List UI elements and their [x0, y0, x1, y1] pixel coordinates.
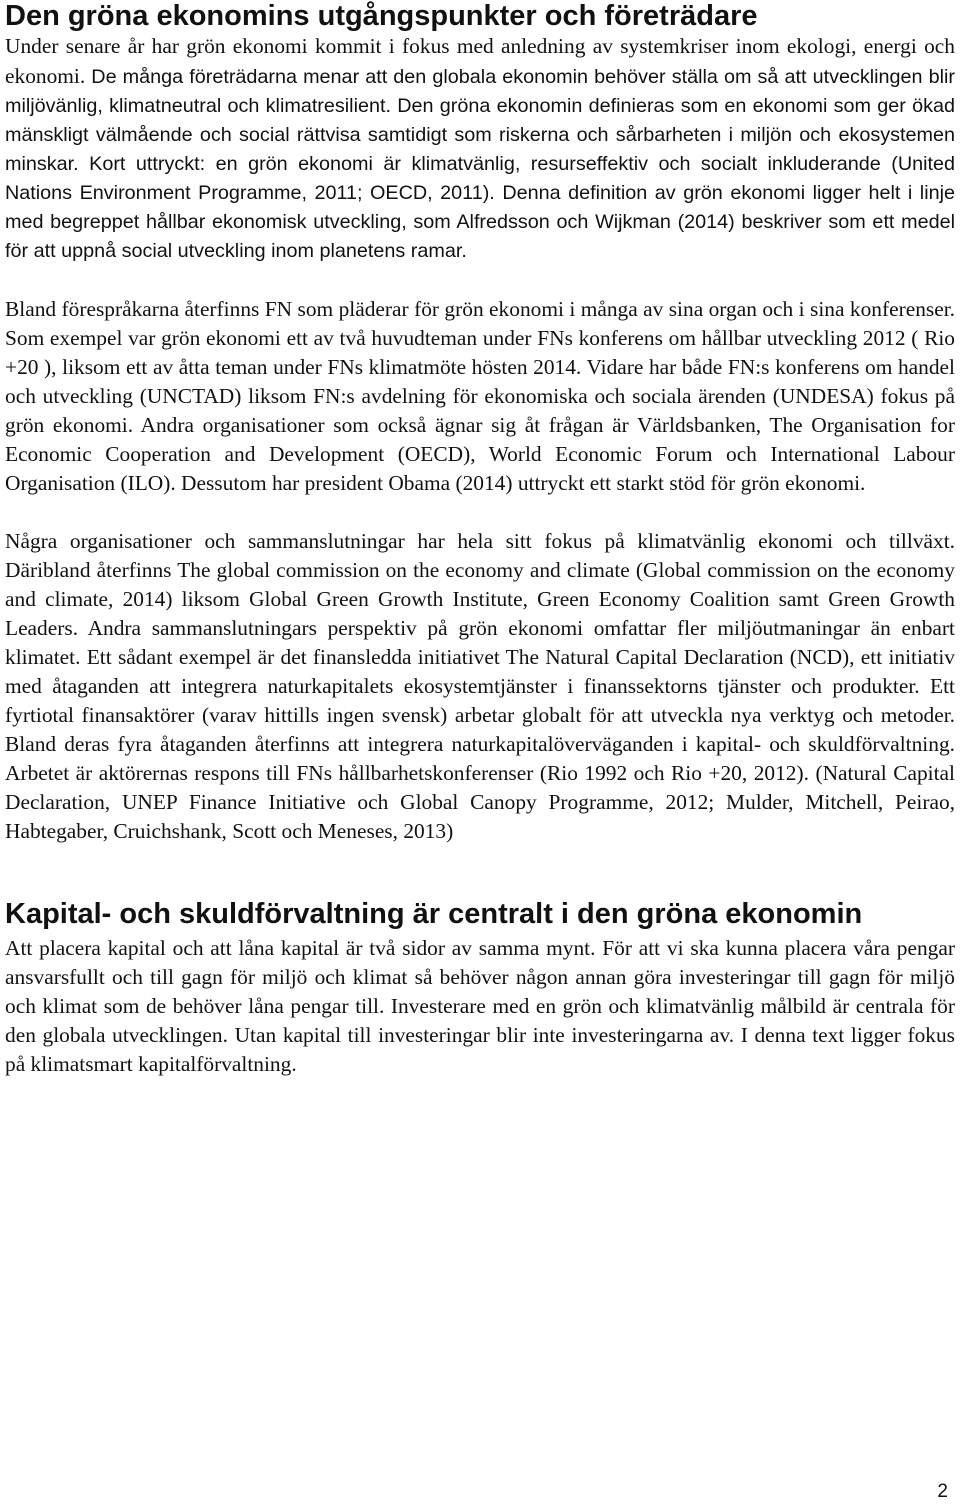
section-heading-green-economy: Den gröna ekonomins utgångspunkter och företrädare	[5, 0, 758, 32]
document-page	[5, 0, 955, 1079]
paragraph-intro	[5, 32, 955, 266]
paragraph-organisations: Några organisationer och sammanslutningar har hela sitt fokus på klimatvänlig ekonomi och tillväxt. Däribland återfinns The global commission on the economy and climate (Global commission on the economy and climate, 2014) liksom Global Green Growth Institute, Green Economy Coalition samt Green Growth Leaders. Andra sammanslutningars perspektiv på grön ekonomi omfattar fler miljöutmaningar än enbart klimatet. Ett sådant exempel är det finansledda initiativet The Natural Capital Declaration (NCD), ett initiativ med åtaganden att integrera naturkapitalets ekosystemtjänster i finanssektorns tjänster och produkter. Ett fyrtiotal finansaktörer (varav hittills ingen svensk) arbetar globalt för att utveckla nya verktyg och metoder. Bland deras fyra åtaganden återfinns att integrera naturkapitalöverväganden i kapital- och skuldförvaltning. Arbetet är aktörernas respons till FNs hållbarhetskonferenser (Rio 1992 och Rio +20, 2012). (Natural Capital Declaration, UNEP Finance Initiative och Global Canopy Programme, 2012; Mulder, Mitchell, Peirao, Habtegaber, Cruichshank, Scott och Meneses, 2013)	[5, 529, 955, 843]
paragraph-capital: Att placera kapital och att låna kapital är två sidor av samma mynt. För att vi ska kunna placera våra pengar ansvarsfullt och till gagn för miljö och klimat så behöver någon annan göra investeringar till gagn för miljö och klimat som de behöver låna pengar till. Investerare med en grön och klimatvänlig målbild är centrala för den globala utvecklingen. Utan kapital till investeringar blir inte investeringarna av. I denna text ligger fokus på klimatsmart kapitalförvaltning.	[5, 936, 955, 1076]
page-number: 2	[937, 1481, 948, 1502]
paragraph-advocates: Bland förespråkarna återfinns FN som pläderar för grön ekonomi i många av sina organ och i sina konferenser. Som exempel var grön ekonomi ett av två huvudteman under FNs konferens om hållbar utveckling 2012 ( Rio +20 ), liksom ett av åtta teman under FNs klimatmöte hösten 2014. Vidare har både FN:s konferens om handel och utveckling (UNCTAD) liksom FN:s avdelning för ekonomiska och sociala ärenden (UNDESA) fokus på grön ekonomi. Andra organisationer som också ägnar sig åt frågan är Världsbanken, The Organisation for Economic Cooperation and Development (OECD), World Economic Forum och International Labour Organisation (ILO). Dessutom har president Obama (2014) uttryckt ett starkt stöd för grön ekonomi.	[5, 297, 955, 495]
paragraph-intro-first-sentence: Under senare år har grön ekonomi kommit i fokus med anledning av systemkriser inom ekologi, energi och ekonomi.	[5, 34, 955, 88]
paragraph-intro-rest: De många företrädarna menar att den globala ekonomin behöver ställa om så att utvecklingen blir miljövänlig, klimatneutral och klimatresilient. Den gröna ekonomin definieras som en ekonomi som ger ökad mänskligt välmående och social rättvisa samtidigt som riskerna och sårbarheten i miljön och ekosystemen minskar. Kort uttryckt: en grön ekonomi är klimatvänlig, resurseffektiv och socialt inkluderande (United Nations Environment Programme, 2011; OECD, 2011). Denna definition av grön ekonomi ligger helt i linje med begreppet hållbar ekonomisk utveckling, som Alfredsson och Wijkman (2014) beskriver som ett medel för att uppnå social utveckling inom planetens ramar.	[5, 66, 955, 262]
section-heading-capital-management: Kapital- och skuldförvaltning är centralt i den gröna ekonomin	[5, 898, 863, 930]
